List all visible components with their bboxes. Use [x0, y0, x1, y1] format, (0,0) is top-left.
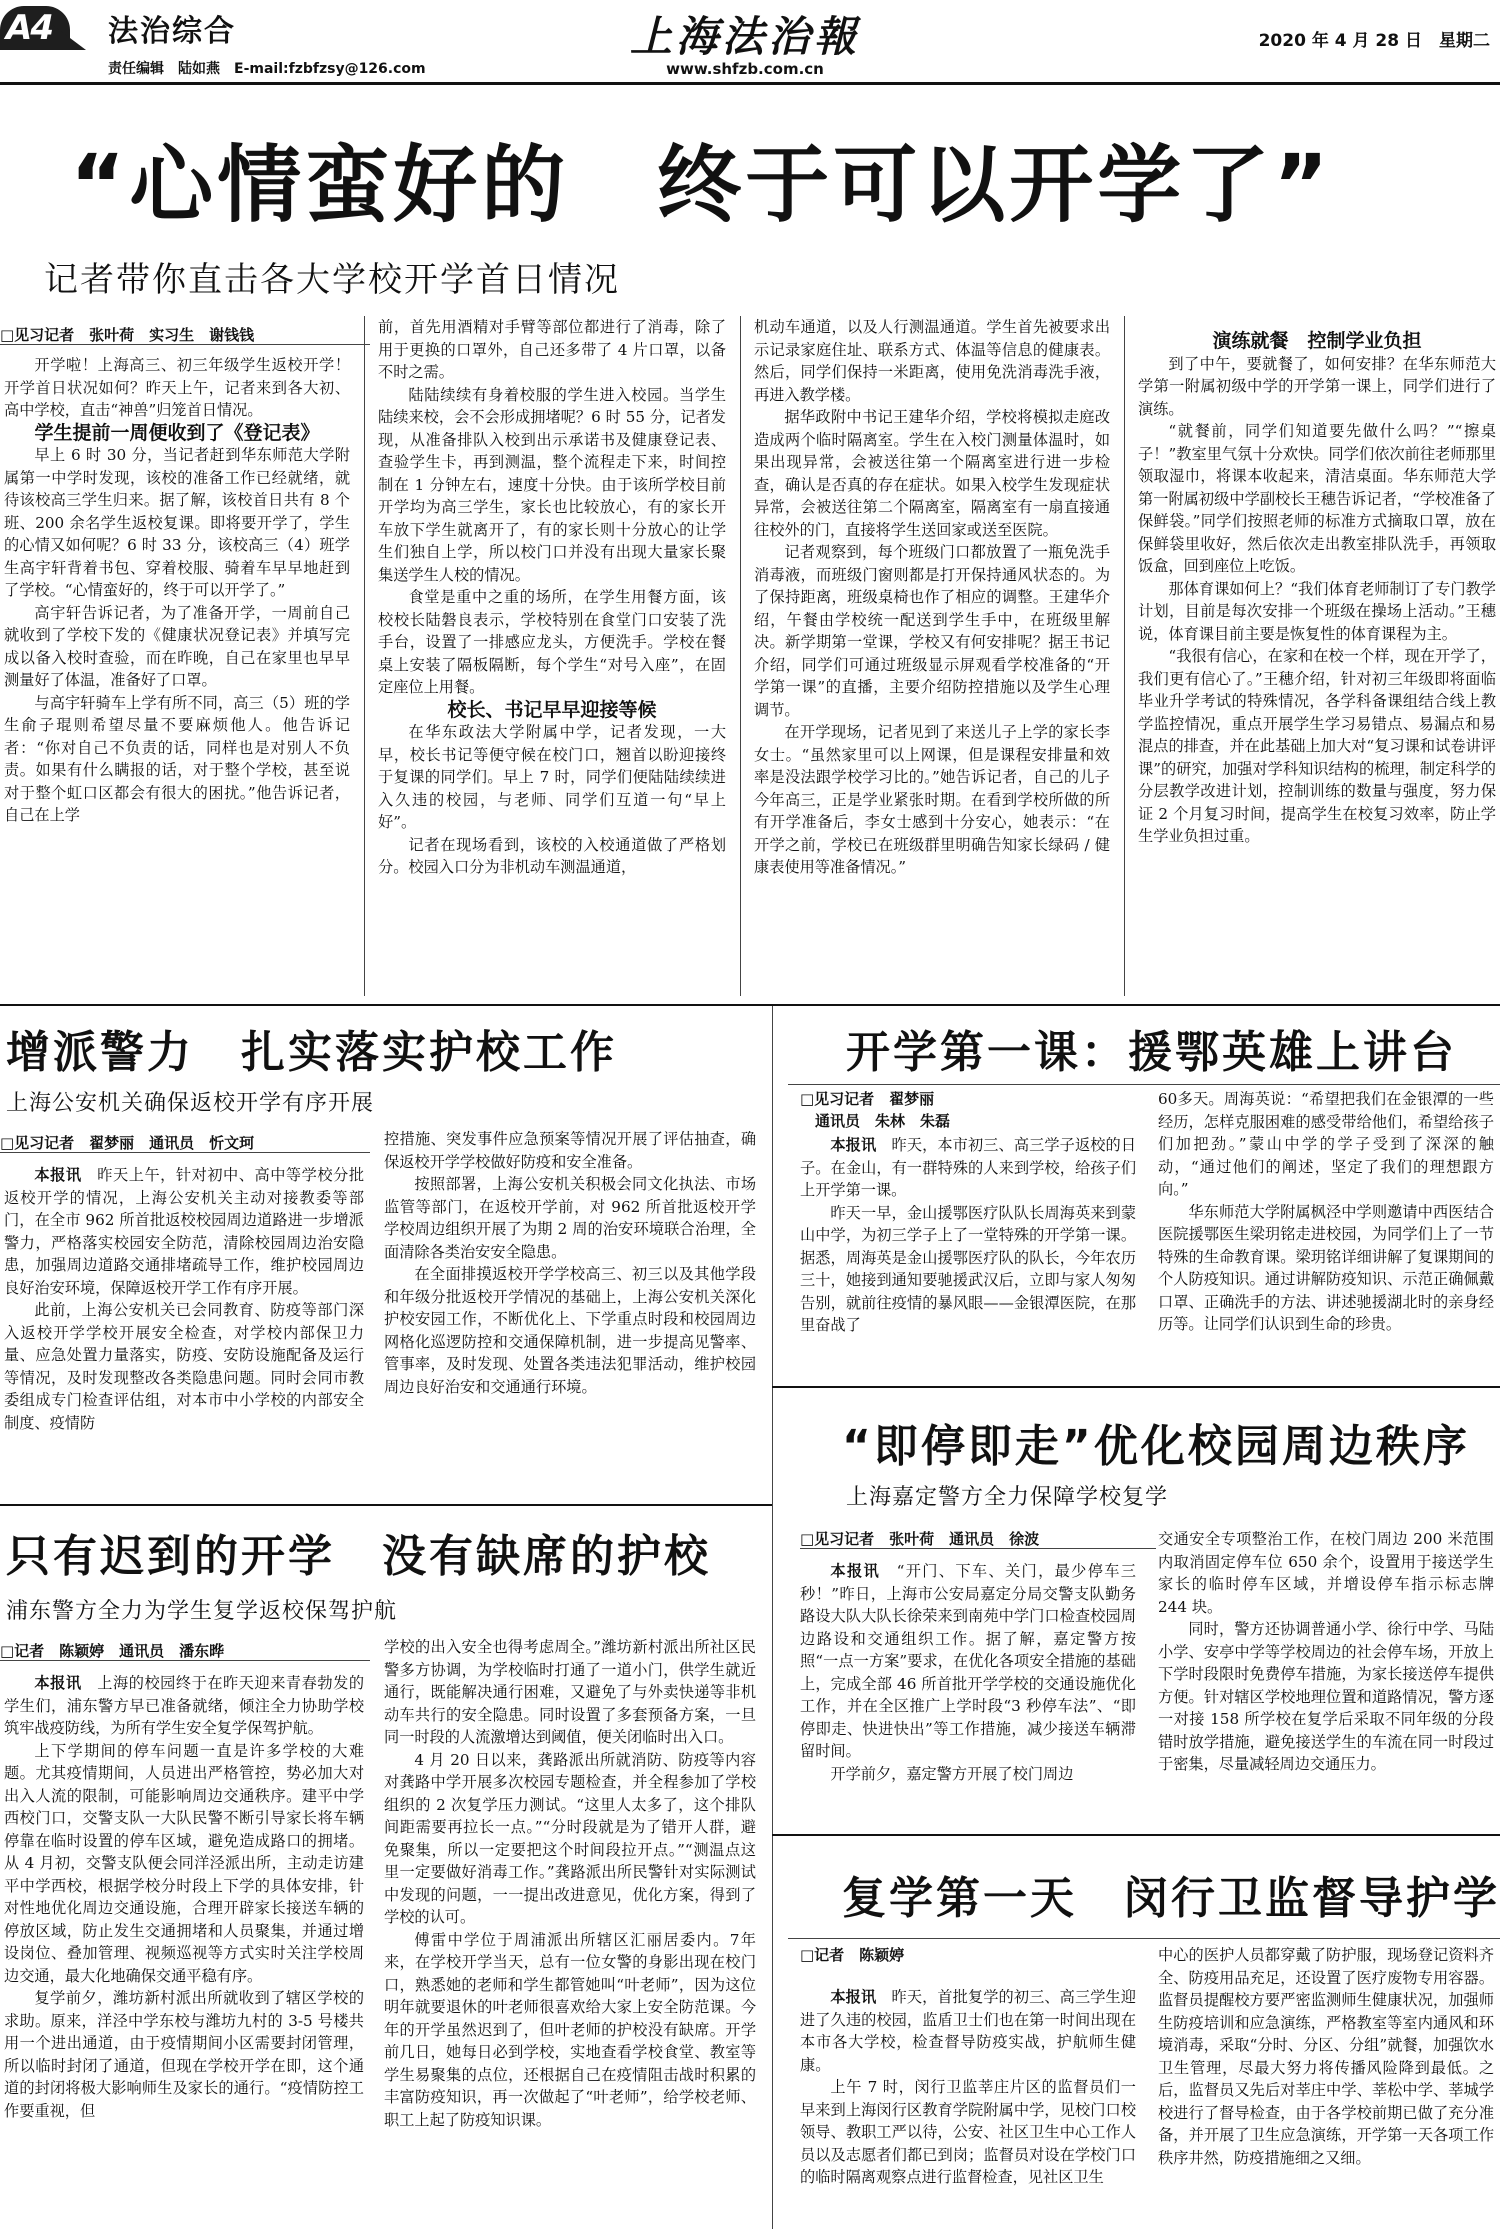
article3-column-2 — [1158, 1088, 1494, 1370]
paragraph: 华东师范大学附属枫泾中学则邀请中西医结合医院援鄂医生梁玥铭走进校园，为同学们上了一节特殊的生命教育课。梁玥铭详细讲解了复课期间的个人防疫知识。通过讲解防疫知识、示范正确佩戴口罩、正确洗手的方法、讲述驰援湖北时的亲身经历等。让同学们认识到生命的珍贵。 — [1158, 1202, 1494, 1333]
byline-rule — [0, 344, 370, 345]
lead-subheadline: 记者带你直击各大学校开学首日情况 — [44, 260, 620, 300]
article4-column-1 — [4, 1672, 364, 2228]
lead-byline: □见习记者 张叶荷 实习生 谢钱钱 — [0, 326, 255, 344]
dateline: 本报讯 — [34, 1166, 82, 1184]
paragraph: 开学啦！上海高三、初三年级学生返校开学！开学首日状况如何？昨天上午，记者来到各大初、高中学校，直击“神兽”归笼首日情况。 — [4, 356, 350, 419]
article4-headline: 只有迟到的开学 没有缺席的护校 — [6, 1531, 711, 1582]
paragraph: 上午 7 时，闵行卫监莘庄片区的监督员们一早来到上海闵行区教育学院附属中学，见校门口校领导、教职工严以待，公安、社区卫生中心工作人员以及志愿者们都已到岗；监督员对设在学校门口的临时隔离观察点进行监督检查，见社区卫生 — [800, 2078, 1136, 2186]
article5-column-1 — [800, 1560, 1136, 1822]
editor-credit: 责任编辑 陆如燕 E-mail:fzbfzsy@126.com — [108, 61, 426, 77]
lead-column-2 — [378, 316, 726, 996]
paragraph-text: 昨天上午，针对初中、高中等学校分批返校开学的情况，上海公安机关主动对接教委等部门，在全市 962 所首批返校校园周边道路进一步增派警力，严格落实校园安全防范，清除校园周边治安隐患，加强周边道路交通排堵疏导工作，维护校园周边良好治安环境，保障返校开学工作有序开展。 — [4, 1166, 364, 1297]
article4-column-2 — [384, 1636, 756, 2228]
paragraph: 60多天。周海英说：“希望把我们在金银潭的一些经历，怎样克服困难的感受带给他们，希望给孩子们加把劲。”蒙山中学的学子受到了深深的触动，“通过他们的阐述，坚定了我们的理想跟方向。” — [1158, 1090, 1494, 1198]
paragraph: 据华政附中书记王建华介绍，学校将模拟走庭改造成两个临时隔离室。学生在入校门测量体温时，如果出现异常，会被送往第一个隔离室进行进一步检查，确认是否真的存在症状。如果入校学生发现症状异常，会被送往第二个隔离室，隔离室有一扇直接通往校外的门，直接将学生送回家或送至医院。 — [754, 408, 1110, 539]
page-number-badge — [0, 6, 92, 50]
paragraph-text: 上海的校园终于在昨天迎来青春勃发的学生们，浦东警方早已准备就绪，倾注全力协助学校筑牢战疫防线，为所有学生安全复学保驾护航。 — [4, 1674, 364, 1737]
article4-byline: □记者 陈颖婷 通讯员 潘东晔 — [0, 1642, 225, 1660]
article2-column-2 — [384, 1128, 756, 1494]
article2-subheadline: 上海公安机关确保返校开学有序开展 — [6, 1091, 375, 1116]
paragraph: 在开学现场，记者见到了来送儿子上学的家长李女士。“虽然家里可以上网课，但是课程安排量和效率是没法跟学校学习比的。”她告诉记者，自己的儿子今年高三，正是学业紧张时期。在看到学校所做的所有开学准备后，李女士感到十分安心，她表示：“在开学之前，学校已在班级群里明确告知家长绿码 / 健康表使用等准备情况。” — [754, 723, 1110, 876]
subheading: 校长、书记早早迎接等候 — [447, 698, 657, 721]
paragraph-text: “开门、下车、关门，最少停车三秒！”昨日，上海市公安局嘉定分局交警支队勤务路设大队大队长徐荣来到南苑中学门口检查校园周边路设和交通组织工作。据了解，嘉定警方按照“一点一方案”要求，在优化各项安全措施的基础上，完成全部 46 所首批开学学校的交通设施优化工作，并在全区推广上学时段“3 秒停车法”、“即停即走、快进快出”等工作措施，减少接送车辆滞留时间。 — [800, 1562, 1136, 1760]
website-url: www.shfzb.com.cn — [666, 60, 824, 78]
article6-column-1 — [800, 1986, 1136, 2226]
column-divider — [740, 316, 741, 996]
paragraph: 按照部署，上海公安机关积极会同文化执法、市场监管等部门，在返校开学前，对 962 所首批返校开学学校周边组织开展了为期 2 周的治安环境联合治理，全面清除各类治安安全隐患。 — [384, 1175, 756, 1261]
dateline: 本报讯 — [34, 1674, 82, 1692]
paragraph: 在华东政法大学附属中学，记者发现，一大早，校长书记等便守候在校门口，翘首以盼迎接终于复课的同学们。早上 7 时，同学们便陆陆续续进入久违的校园，与老师、同学们互道一句“早上好”。 — [378, 723, 726, 831]
paragraph: 在全面排摸返校开学学校高三、初三以及其他学段和年级分批返校开学情况的基础上，上海公安机关深化护校安园工作，不断优化上、下学重点时段和校园周边网格化巡逻防控和交通保障机制，进一步提高见警率、管事率，及时发现、处置各类违法犯罪活动，维护校园周边良好治安和交通通行环境。 — [384, 1265, 756, 1396]
paragraph: 记者观察到，每个班级门口都放置了一瓶免洗手消毒液，而班级门窗则都是打开保持通风状态的。为了保持距离，班级桌椅也作了相应的调整。王建华介绍，午餐由学校统一配送到学生手中，在班级里解决。新学期第一堂课，学校又有何安排呢？据王书记介绍，同学们可通过班级显示屏观看学校准备的“开学第一课”的直播，主要介绍防控措施以及学生心理调节。 — [754, 543, 1110, 719]
paragraph: 傅雷中学位于周浦派出所辖区汇丽居委内。7年来，在学校开学当天，总有一位女警的身影出现在校门口，熟悉她的老师和学生都管她叫“叶老师”，因为这位明年就要退休的叶老师很喜欢给大家上安全防范课。今年的开学虽然迟到了，但叶老师的护校没有缺席。开学前几日，她每日必到学校，实地查看学校食堂、教室等学生易聚集的点位，还根据自己在疫情阻击战时积累的丰富防疫知识，再一次做起了“叶老师”，给学校老师、职工上起了防疫知识课。 — [384, 1930, 756, 2129]
paragraph: 食堂是重中之重的场所，在学生用餐方面，该校校长陆磐良表示，学校特别在食堂门口安装了洗手台，设置了一排感应龙头，方便洗手。学校在餐桌上安装了隔板隔断，每个学生“对号入座”，在固定座位上用餐。 — [378, 588, 726, 696]
article2-byline: □见习记者 翟梦丽 通讯员 忻文珂 — [0, 1134, 255, 1152]
paragraph: 陆陆续续有身着校服的学生进入校园。当学生陆续来校，会不会形成拥堵呢？6 时 55 分，记者发现，从准备排队入校到出示承诺书及健康登记表、查验学生卡，再到测温，整个流程走下来，时间控制在 1 分钟左右，速度十分快。由于该所学校目前开学均为高三学生，家长也比较放心，有的家长开车放下学生就离开了，有的家长则十分放心的让学生们独自上学，所以校门口并没有出现大量家长聚集送学生人校的情况。 — [378, 385, 726, 584]
paragraph: 前，首先用酒精对手臂等部位都进行了消毒，除了用于更换的口罩外，自己还多带了 4 片口罩，以备不时之需。 — [378, 318, 726, 381]
article5-column-2 — [1158, 1528, 1494, 1822]
byline-rule — [0, 1660, 370, 1661]
header-rule — [0, 82, 1500, 85]
article3-headline: 开学第一课：援鄂英雄上讲台 — [846, 1027, 1457, 1078]
byline-rule — [0, 1152, 370, 1153]
article6-byline: □记者 陈颖婷 — [800, 1946, 905, 1964]
article6-headline: 复学第一天 闵行卫监督导护学 — [842, 1873, 1500, 1924]
paragraph: 那体育课如何上？“我们体育老师制订了专门教学计划，目前是每次安排一个班级在操场上活动。”王穗说，体育课目前主要是恢复性的体育课程为主。 — [1138, 579, 1496, 643]
paragraph: 复学前夕，潍坊新村派出所就收到了辖区学校的求助。原来，洋泾中学东校与潍坊九村的 3-5 号楼共用一个进出通道，由于疫情期间小区需要封闭管理，所以临时封闭了通道，但现在学校开学在即，这个通道的封闭将极大影响师生及家长的通行。“疫情防控工作要重视，但 — [4, 1989, 364, 2120]
paragraph: 开学前夕，嘉定警方开展了校门周边 — [830, 1764, 1074, 1783]
lead-column-3 — [754, 316, 1110, 996]
section-rule — [772, 1834, 1500, 1836]
paragraph: 同时，警方还协调普通小学、徐行中学、马陆小学、安亭中学等学校周边的社会停车场，开放上下学时段限时免费停车措施，为家长接送停车提供方便。针对辖区学校地理位置和道路情况，警方逐一对接 158 所学校在复学后采取不同年级的分段错时放学措施，避免接送学生的车流在同一时段过于密集，尽量减轻周边交通压力。 — [1158, 1620, 1494, 1773]
paragraph — [800, 1134, 1136, 1202]
subheading: 学生提前一周便收到了《登记表》 — [34, 421, 320, 444]
column-divider — [364, 316, 365, 996]
lead-column-4 — [1138, 330, 1496, 996]
paragraph: 到了中午，要就餐了，如何安排？在华东师范大学第一附属初级中学的开学第一课上，同学们进行了演练。 — [1138, 354, 1496, 418]
article5-headline: “即停即走”优化校园周边秩序 — [842, 1421, 1470, 1472]
page-number: A4 — [6, 8, 52, 48]
paragraph: 控措施、突发事件应急预案等情况开展了评估抽查，确保返校开学学校做好防疫和安全准备。 — [384, 1130, 756, 1171]
paragraph: 昨天一早，金山援鄂医疗队队长周海英来到蒙山中学，为初三学子上了一堂特殊的开学第一课。据悉，周海英是金山援鄂医疗队的队长，今年农历三十，她接到通知要驰援武汉后，立即与家人匆匆告别，就前往疫情的暴风眼——金银潭医院，在那里奋战了 — [800, 1203, 1136, 1334]
paragraph-text: 昨天，本市初三、高三学子返校的日子。在金山，有一群特殊的人来到学校，给孩子们上开学第一课。 — [800, 1136, 1136, 1199]
dateline: 本报讯 — [830, 1136, 877, 1154]
article2-column-1 — [4, 1164, 364, 1494]
masthead-logo: 上海法治報 — [629, 12, 860, 61]
article5-byline: □见习记者 张叶荷 通讯员 徐波 — [800, 1530, 1040, 1548]
section-rule — [0, 1504, 772, 1506]
paragraph: 中心的医护人员都穿戴了防护服，现场登记资料齐全、防疫用品充足，还设置了医疗废物专用容器。监督员提醒校方要严密监测师生健康状况，加强师生防疫培训和应急演练，严格教室等室内通风和环境消毒，采取“分时、分区、分组”就餐，加强饮水卫生管理，尽最大努力将传播风险降到最低。之后，监督员又先后对莘庄中学、莘松中学、莘城学校进行了督导检查，由于各学校前期已做了充分准备，并开展了卫生应急演练，开学第一天各项工作秩序井然，防疫措施细之又细。 — [1158, 1946, 1494, 2167]
paragraph: “我很有信心，在家和在校一个样，现在开学了，我们更有信心了。”王穗介绍，针对初三年级即将面临毕业升学考试的特殊情况，各学科备课组结合线上教学监控情况，重点开展学生学习易错点、易漏点和易混点的排查，并在此基础上加大对“复习课和试卷讲评课”的研究，加强对学科知识结构的梳理，制定科学的分层教学改进计划，控制训练的数量与强度，努力保证 2 个月复习时间，提高学生在校复习效率，防止学生学业负担过重。 — [1138, 647, 1496, 845]
paragraph: 高宇轩告诉记者，为了准备开学，一周前自己就收到了学校下发的《健康状况登记表》并填写完成以备入校时查验，而在昨晚，自己在家里也早早测量好了体温，准备好了口罩。 — [4, 603, 350, 689]
byline-rule — [800, 1548, 1156, 1549]
dateline: 本报讯 — [830, 1562, 881, 1580]
headline-rule — [788, 1938, 1500, 1939]
column-divider — [1124, 316, 1125, 996]
section-rule — [772, 1386, 1500, 1388]
article2-headline: 增派警力 扎实落实护校工作 — [6, 1027, 617, 1078]
section-title: 法治综合 — [108, 14, 236, 49]
paragraph: 此前，上海公安机关已会同教育、防疫等部门深入返校开学学校开展安全检查，对学校内部保卫力量、应急处置力量落实，防疫、安防设施配备及运行等情况，及时发现整改各类隐患问题。同时会同市教委组成专门检查评估组，对本市中小学校的内部安全制度、疫情防 — [4, 1301, 364, 1432]
paragraph: 与高宇轩骑车上学有所不同，高三（5）班的学生俞子琨则希望尽量不要麻烦他人。他告诉记者：“你对自己不负责的话，同样也是对别人不负责。如果有什么瞒报的话，对于整个学校，甚至说对于整个虹口区都会有很大的困扰。”他告诉记者，自己在上学 — [4, 693, 350, 824]
vertical-divider — [772, 1006, 773, 2229]
paragraph — [800, 1986, 1136, 2076]
paragraph — [4, 1164, 364, 1299]
paragraph: 早上 6 时 30 分，当记者赶到华东师范大学附属第一中学时发现，该校的准备工作已经就绪，就待该校高三学生归来。据了解，该校首日共有 8 个班、200 余名学生返校复课。即将要开学了，学生的心情又如何呢？6 时 33 分，该校高三（4）班学生高宇轩背着书包、穿着校服、骑着车早早地赶到了学校。“心情蛮好的，终于可以开学了。” — [4, 446, 350, 599]
paragraph: 记者在现场看到，该校的入校通道做了严格划分。校园入口分为非机动车测温通道， — [378, 835, 726, 876]
article5-subheadline: 上海嘉定警方全力保障学校复学 — [846, 1485, 1169, 1510]
article6-column-2 — [1158, 1944, 1494, 2226]
article4-subheadline: 浦东警方全力为学生复学返校保驾护航 — [6, 1599, 398, 1624]
article3-column-1 — [800, 1134, 1136, 1370]
paragraph-text: 昨天，首批复学的初三、高三学生迎进了久违的校园，监盾卫士们也在第一时间出现在本市各大学校，检查督导防疫实战，护航师生健康。 — [800, 1988, 1136, 2074]
paragraph: 学校的出入安全也得考虑周全。”潍坊新村派出所社区民警多方协调，为学校临时打通了一道小门，供学生就近通行，既能解决通行困难，又避免了与外卖快递等非机动车共行的安全隐患。同时设置了多套预备方案，一旦同一时段的人流激增达到阈值，便关闭临时出入口。 — [384, 1638, 756, 1746]
paragraph: 机动车通道，以及人行测温通道。学生首先被要求出示记录家庭住址、联系方式、体温等信息的健康表。然后，同学们保持一米距离，使用免洗消毒洗手液，再进入教学楼。 — [754, 318, 1110, 404]
lead-column-1 — [4, 354, 350, 994]
paragraph — [800, 1560, 1136, 1763]
subheading: 演练就餐 控制学业负担 — [1212, 330, 1422, 352]
paragraph — [4, 1672, 364, 1740]
lead-headline: “心情蛮好的 终于可以开学了” — [70, 136, 1333, 234]
paragraph: 4 月 20 日以来，龚路派出所就消防、防疫等内容对龚路中学开展多次校园专题检查，并全程参加了学校组织的 2 次复学压力测试。“这里人太多了，这个排队间距需要再拉长一点。”“分时段就是为了错开人群，避免聚集，所以一定要把这个时间段拉开点。”“测温点这里一定要做好消毒工作。”龚路派出所民警针对实际测试中发现的问题，一一提出改进意见，优化方案，得到了学校的认可。 — [384, 1750, 756, 1926]
section-rule — [0, 1004, 1500, 1006]
paragraph: 交通安全专项整治工作，在校门周边 200 米范围内取消固定停车位 650 余个，设置用于接送学生家长的临时停车区域，并增设停车指示标志牌 244 块。 — [1158, 1530, 1494, 1616]
dateline: 本报讯 — [830, 1988, 877, 2006]
article3-byline: □见习记者 翟梦丽 通讯员 朱林 朱磊 — [800, 1090, 951, 1130]
issue-date: 2020 年 4 月 28 日 星期二 — [1258, 31, 1490, 51]
paragraph: “就餐前，同学们知道要先做什么吗？”“擦桌子！”教室里气氛十分欢快。同学们依次前往老师那里领取湿巾，将课本收起来，清洁桌面。华东师范大学第一附属初级中学副校长王穗告诉记者，“学校准备了保鲜袋。”同学们按照老师的标准方式摘取口罩，放在保鲜袋里收好，然后依次走出教室排队洗手，再领取饭盒，回到座位上吃饭。 — [1138, 422, 1496, 575]
headline-rule — [788, 1084, 1500, 1085]
paragraph: 上下学期间的停车问题一直是许多学校的大难题。尤其疫情期间，人员进出严格管控，势必加大对出入人流的限制，可能影响周边交通秩序。建平中学西校门口，交警支队一大队民警不断引导家长将车辆停靠在临时设置的停车区域，避免造成路口的拥堵。从 4 月初，交警支队便会同洋泾派出所，主动走访建平中学西校，根据学校分时段上下学的具体安排，针对性地优化周边交通设施，合理开辟家长接送车辆的停放区域，防止发生交通拥堵和人员聚集，并通过增设岗位、叠加管理、视频巡视等方式实时关注学校周边交通，最大化地确保交通平稳有序。 — [4, 1741, 364, 1985]
